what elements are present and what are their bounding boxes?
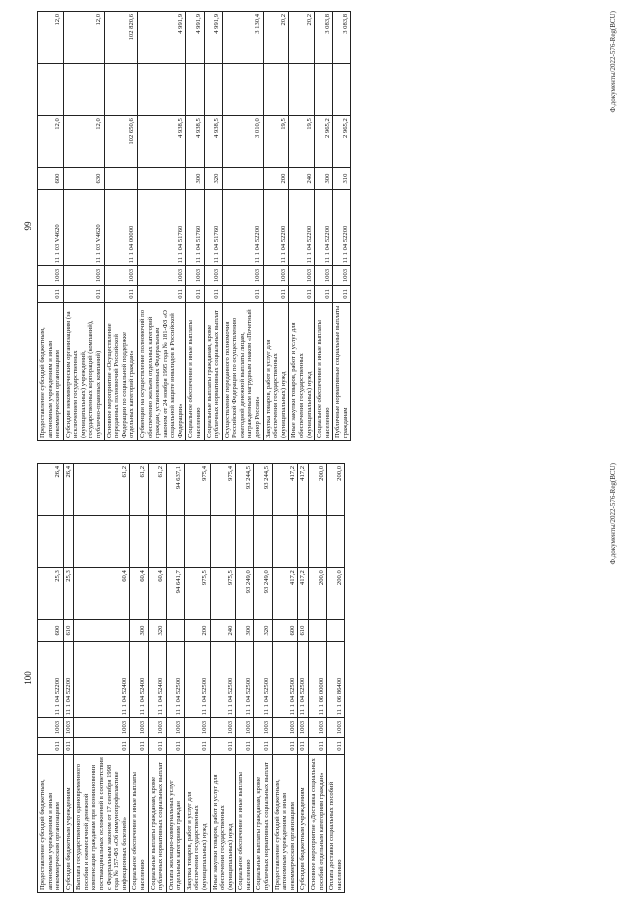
expense-type-cell: 320 <box>204 168 222 189</box>
amount-change-cell <box>315 64 333 116</box>
amount-2024-cell: 93 244,5 <box>236 464 254 516</box>
target-article-cell: 11 1 06 86400 <box>327 641 345 718</box>
section-code-cell: 1003 <box>63 718 74 737</box>
ministry-code-cell: 011 <box>166 737 184 754</box>
expense-type-cell <box>308 620 326 641</box>
table-row <box>327 464 345 893</box>
amount-2023-cell: 975,5 <box>184 568 210 620</box>
table-row <box>63 12 104 441</box>
amount-2023-cell: 4 938,5 <box>186 116 204 168</box>
expense-type-cell: 240 <box>210 620 236 641</box>
expense-type-cell: 200 <box>263 168 289 189</box>
amount-change-cell <box>308 516 326 568</box>
table-row <box>308 464 326 893</box>
amount-change-cell <box>137 64 185 116</box>
expense-type-cell: 300 <box>130 620 148 641</box>
amount-2024-cell: 12,0 <box>38 12 64 64</box>
amount-2024-cell: 20,2 <box>263 12 289 64</box>
amount-2023-cell: 200,0 <box>308 568 326 620</box>
target-article-cell: 11 1 04 52400 <box>74 641 130 718</box>
row-name-cell: Публичные нормативные социальные выплаты гражданам <box>333 303 351 441</box>
section-code-cell: 1003 <box>166 718 184 737</box>
target-article-cell: 11 1 04 52200 <box>333 189 351 266</box>
section-code-cell: 1003 <box>210 718 236 737</box>
page-100 <box>0 452 640 904</box>
row-name-cell: Субвенции на осуществление полномочий по обеспечению жильем отдельных категорий граждан, установленных Федеральным законом от 24 ноября 1995 года № 181-ФЗ «О социальной защите инвалидов в Российской Федерации» <box>137 303 185 441</box>
budget-table <box>37 463 345 893</box>
table-row <box>63 464 74 893</box>
amount-2024-cell: 4 991,9 <box>137 12 185 64</box>
section-code-cell: 1003 <box>104 266 137 285</box>
amount-change-cell <box>38 64 64 116</box>
expense-type-cell: 300 <box>315 168 333 189</box>
section-code-cell: 1003 <box>254 718 272 737</box>
amount-2023-cell: 975,5 <box>210 568 236 620</box>
target-article-cell: 11 1 04 52200 <box>63 641 74 718</box>
ministry-code-cell: 011 <box>74 737 130 754</box>
amount-2023-cell: 94 641,7 <box>166 568 184 620</box>
ministry-code-cell: 011 <box>308 737 326 754</box>
amount-2023-cell: 25,3 <box>63 568 74 620</box>
row-name-cell: Оплата жилищно-коммунальных услуг отдельным категориям граждан <box>166 755 184 893</box>
amount-2023-cell: 417,2 <box>272 568 298 620</box>
amount-change-cell <box>166 516 184 568</box>
table-row <box>298 464 309 893</box>
amount-2023-cell: 2 965,2 <box>315 116 333 168</box>
amount-change-cell <box>327 516 345 568</box>
amount-2024-cell: 26,4 <box>63 464 74 516</box>
section-code-cell: 1003 <box>289 266 315 285</box>
amount-2023-cell: 60,4 <box>74 568 130 620</box>
section-code-cell: 1003 <box>222 266 263 285</box>
expense-type-cell: 300 <box>186 168 204 189</box>
expense-type-cell <box>166 620 184 641</box>
section-code-cell: 1003 <box>137 266 185 285</box>
expense-type-cell: 600 <box>272 620 298 641</box>
ministry-code-cell: 011 <box>63 285 104 302</box>
row-name-cell: Иные закупки товаров, работ и услуг для обеспечения государственных (муниципальных) нужд <box>210 755 236 893</box>
expense-type-cell: 240 <box>289 168 315 189</box>
table-row <box>254 464 272 893</box>
section-code-cell: 1003 <box>184 718 210 737</box>
amount-change-cell <box>254 516 272 568</box>
table-row <box>104 12 137 441</box>
expense-type-cell: 610 <box>298 620 309 641</box>
section-code-cell: 1003 <box>74 718 130 737</box>
table-row <box>222 12 263 441</box>
amount-2023-cell: 60,4 <box>148 568 166 620</box>
row-name-cell: Социальное обеспечение и иные выплаты населению <box>236 755 254 893</box>
expense-type-cell <box>327 620 345 641</box>
table-row <box>186 12 204 441</box>
target-article-cell: 11 1 04 52400 <box>130 641 148 718</box>
ministry-code-cell: 011 <box>298 737 309 754</box>
expense-type-cell: 630 <box>63 168 104 189</box>
table-row <box>289 12 315 441</box>
target-article-cell: 11 1 04 52500 <box>298 641 309 718</box>
expense-type-cell: 310 <box>333 168 351 189</box>
amount-change-cell <box>38 516 64 568</box>
table-row <box>148 464 166 893</box>
table-row <box>38 464 64 893</box>
expense-type-cell <box>104 168 137 189</box>
table-row <box>137 12 185 441</box>
amount-2023-cell: 19,5 <box>263 116 289 168</box>
row-name-cell: Основное мероприятие «Осуществление переданных полномочий Российской Федерации по социальной поддержке отдельных категорий граждан» <box>104 303 137 441</box>
row-name-cell: Оплата доставки социальных пособий населению <box>327 755 345 893</box>
page-number: 99 <box>23 221 33 231</box>
amount-2024-cell: 94 637,1 <box>166 464 184 516</box>
amount-2024-cell: 61,2 <box>148 464 166 516</box>
amount-2024-cell: 4 991,9 <box>204 12 222 64</box>
ministry-code-cell: 011 <box>254 737 272 754</box>
amount-2024-cell: 200,0 <box>308 464 326 516</box>
section-code-cell: 1003 <box>263 266 289 285</box>
row-name-cell: Предоставление субсидий бюджетным, автономным учреждениям и иным некоммерческим организациям <box>272 755 298 893</box>
amount-change-cell <box>204 64 222 116</box>
amount-change-cell <box>289 64 315 116</box>
row-name-cell: Закупка товаров, работ и услуг для обеспечения государственных (муниципальных) нужд <box>184 755 210 893</box>
amount-2023-cell: 417,2 <box>298 568 309 620</box>
row-name-cell: Социальное обеспечение и иные выплаты населению <box>130 755 148 893</box>
amount-change-cell <box>236 516 254 568</box>
target-article-cell: 11 1 04 52200 <box>289 189 315 266</box>
amount-change-cell <box>222 64 263 116</box>
document-footer: Ф.документы/2022-576-Reg(BCU) <box>609 11 617 113</box>
target-article-cell: 11 1 04 52500 <box>272 641 298 718</box>
target-article-cell: 11 1 04 52500 <box>254 641 272 718</box>
expense-type-cell: 200 <box>184 620 210 641</box>
amount-2024-cell: 3 083,8 <box>333 12 351 64</box>
section-code-cell: 1003 <box>38 266 64 285</box>
row-name-cell: Субсидии бюджетным учреждениям <box>63 755 74 893</box>
target-article-cell: 11 1 04 51760 <box>186 189 204 266</box>
target-article-cell: 11 1 04 52200 <box>38 641 64 718</box>
amount-change-cell <box>74 516 130 568</box>
amount-2024-cell: 3 083,8 <box>315 12 333 64</box>
table-row <box>204 12 222 441</box>
target-article-cell: 11 1 04 52500 <box>236 641 254 718</box>
expense-type-cell <box>74 620 130 641</box>
amount-2023-cell: 93 249,0 <box>236 568 254 620</box>
row-name-cell: Социальное обеспечение и иные выплаты населению <box>315 303 333 441</box>
row-name-cell: Иные закупки товаров, работ и услуг для обеспечения государственных (муниципальных) нужд <box>289 303 315 441</box>
amount-2024-cell: 61,2 <box>130 464 148 516</box>
amount-2024-cell: 20,2 <box>289 12 315 64</box>
row-name-cell: Субсидии бюджетным учреждениям <box>298 755 309 893</box>
table-row <box>263 12 289 441</box>
rotated-page-100 <box>21 457 619 899</box>
target-article-cell: 11 1 04 52500 <box>166 641 184 718</box>
amount-change-cell <box>184 516 210 568</box>
ministry-code-cell: 011 <box>148 737 166 754</box>
section-code-cell: 1003 <box>272 718 298 737</box>
rotated-page-99 <box>21 5 619 447</box>
section-code-cell: 1003 <box>38 718 64 737</box>
section-code-cell: 1003 <box>308 718 326 737</box>
amount-2024-cell: 93 244,5 <box>254 464 272 516</box>
row-name-cell: Социальные выплаты гражданам, кроме публичных нормативных социальных выплат <box>148 755 166 893</box>
ministry-code-cell: 011 <box>137 285 185 302</box>
table-row <box>166 464 184 893</box>
expense-type-cell: 300 <box>236 620 254 641</box>
row-name-cell: Выплата государственного единовременного пособия и ежемесячной денежной компенсации гражданам при возникновении поствакцинальных осложнений в соответствии с Федеральным законом от 17 сентября 1998 года № 157-ФЗ «Об иммунопрофилактике инфекционных болезней» <box>74 755 130 893</box>
ministry-code-cell: 011 <box>315 285 333 302</box>
amount-change-cell <box>130 516 148 568</box>
row-name-cell: Социальное обеспечение и иные выплаты населению <box>186 303 204 441</box>
amount-2023-cell: 19,5 <box>289 116 315 168</box>
budget-table <box>37 11 351 441</box>
target-article-cell: 11 1 04 00000 <box>104 189 137 266</box>
section-code-cell: 1003 <box>236 718 254 737</box>
section-code-cell: 1003 <box>298 718 309 737</box>
table-row <box>333 12 351 441</box>
amount-2024-cell: 102 820,6 <box>104 12 137 64</box>
expense-type-cell: 600 <box>38 620 64 641</box>
amount-change-cell <box>186 64 204 116</box>
amount-change-cell <box>148 516 166 568</box>
amount-change-cell <box>210 516 236 568</box>
amount-change-cell <box>104 64 137 116</box>
page-number: 100 <box>23 671 33 685</box>
amount-2023-cell: 3 010,0 <box>222 116 263 168</box>
expense-type-cell: 320 <box>148 620 166 641</box>
section-code-cell: 1003 <box>333 266 351 285</box>
row-name-cell: Предоставление субсидий бюджетным, автономным учреждениям и иным некоммерческим организациям <box>38 755 64 893</box>
ministry-code-cell: 011 <box>333 285 351 302</box>
document-footer: Ф.документы/2022-576-Reg(BCU) <box>609 463 617 565</box>
row-name-cell: Субсидии некоммерческим организациям (за исключением государственных (муниципальных) учреждений, государственных корпораций (компаний), публично-правовых компаний) <box>63 303 104 441</box>
ministry-code-cell: 011 <box>272 737 298 754</box>
section-code-cell: 1003 <box>130 718 148 737</box>
amount-change-cell <box>263 64 289 116</box>
expense-type-cell: 600 <box>38 168 64 189</box>
target-article-cell: 11 1 06 00000 <box>308 641 326 718</box>
amount-2023-cell: 12,0 <box>38 116 64 168</box>
ministry-code-cell: 011 <box>236 737 254 754</box>
amount-2024-cell: 975,4 <box>210 464 236 516</box>
section-code-cell: 1003 <box>63 266 104 285</box>
amount-2023-cell: 4 938,5 <box>204 116 222 168</box>
amount-2024-cell: 12,0 <box>63 12 104 64</box>
amount-2023-cell: 200,0 <box>327 568 345 620</box>
row-name-cell: Социальные выплаты гражданам, кроме публичных нормативных социальных выплат <box>204 303 222 441</box>
amount-2024-cell: 4 991,9 <box>186 12 204 64</box>
target-article-cell: 11 1 04 52200 <box>315 189 333 266</box>
amount-2023-cell: 25,3 <box>38 568 64 620</box>
amount-2024-cell: 200,0 <box>327 464 345 516</box>
ministry-code-cell: 011 <box>184 737 210 754</box>
amount-2024-cell: 417,2 <box>298 464 309 516</box>
amount-2023-cell: 102 650,6 <box>104 116 137 168</box>
section-code-cell: 1003 <box>327 718 345 737</box>
ministry-code-cell: 011 <box>222 285 263 302</box>
ministry-code-cell: 011 <box>130 737 148 754</box>
row-name-cell: Закупка товаров, работ и услуг для обеспечения государственных (муниципальных) нужд <box>263 303 289 441</box>
amount-change-cell <box>333 64 351 116</box>
row-name-cell: Предоставление субсидий бюджетным, автономным учреждениям и иным некоммерческим организациям <box>38 303 64 441</box>
expense-type-cell <box>222 168 263 189</box>
ministry-code-cell: 011 <box>289 285 315 302</box>
amount-change-cell <box>63 516 74 568</box>
expense-type-cell: 610 <box>63 620 74 641</box>
table-row <box>236 464 254 893</box>
table-row <box>184 464 210 893</box>
ministry-code-cell: 011 <box>38 285 64 302</box>
table-row <box>210 464 236 893</box>
amount-2023-cell: 4 938,5 <box>137 116 185 168</box>
amount-change-cell <box>272 516 298 568</box>
row-name-cell: Социальные выплаты гражданам, кроме публичных нормативных социальных выплат <box>254 755 272 893</box>
amount-2024-cell: 417,2 <box>272 464 298 516</box>
ministry-code-cell: 011 <box>204 285 222 302</box>
section-code-cell: 1003 <box>204 266 222 285</box>
amount-2023-cell: 93 249,0 <box>254 568 272 620</box>
ministry-code-cell: 011 <box>63 737 74 754</box>
amount-2023-cell: 2 965,2 <box>333 116 351 168</box>
expense-type-cell: 320 <box>254 620 272 641</box>
target-article-cell: 11 1 04 52500 <box>184 641 210 718</box>
table-row <box>38 12 64 441</box>
target-article-cell: 11 1 03 V4620 <box>63 189 104 266</box>
amount-change-cell <box>298 516 309 568</box>
amount-2024-cell: 26,4 <box>38 464 64 516</box>
section-code-cell: 1003 <box>148 718 166 737</box>
budget-table-body <box>38 12 351 441</box>
target-article-cell: 11 1 04 52500 <box>210 641 236 718</box>
ministry-code-cell: 011 <box>104 285 137 302</box>
target-article-cell: 11 1 04 51760 <box>204 189 222 266</box>
ministry-code-cell: 011 <box>263 285 289 302</box>
ministry-code-cell: 011 <box>38 737 64 754</box>
target-article-cell: 11 1 04 52400 <box>148 641 166 718</box>
ministry-code-cell: 011 <box>210 737 236 754</box>
target-article-cell: 11 1 03 V4620 <box>38 189 64 266</box>
table-row <box>130 464 148 893</box>
amount-2023-cell: 60,4 <box>130 568 148 620</box>
amount-2024-cell: 3 130,4 <box>222 12 263 64</box>
table-row <box>272 464 298 893</box>
target-article-cell: 11 1 04 51760 <box>137 189 185 266</box>
row-name-cell: Основное мероприятие «Доставка социальных пособий отдельным категориям граждан» <box>308 755 326 893</box>
target-article-cell: 11 1 04 52200 <box>263 189 289 266</box>
target-article-cell: 11 1 04 52200 <box>222 189 263 266</box>
section-code-cell: 1003 <box>186 266 204 285</box>
row-name-cell: Осуществление переданного полномочия Российской Федерации по осуществлению ежегодной денежной выплаты лицам, награжденным нагрудным знаком «Почетный донор России» <box>222 303 263 441</box>
ministry-code-cell: 011 <box>186 285 204 302</box>
amount-2024-cell: 61,2 <box>74 464 130 516</box>
table-row <box>74 464 130 893</box>
amount-2023-cell: 12,0 <box>63 116 104 168</box>
amount-change-cell <box>63 64 104 116</box>
expense-type-cell <box>137 168 185 189</box>
amount-2024-cell: 975,4 <box>184 464 210 516</box>
budget-table-body <box>38 464 345 893</box>
section-code-cell: 1003 <box>315 266 333 285</box>
ministry-code-cell: 011 <box>327 737 345 754</box>
table-row <box>315 12 333 441</box>
